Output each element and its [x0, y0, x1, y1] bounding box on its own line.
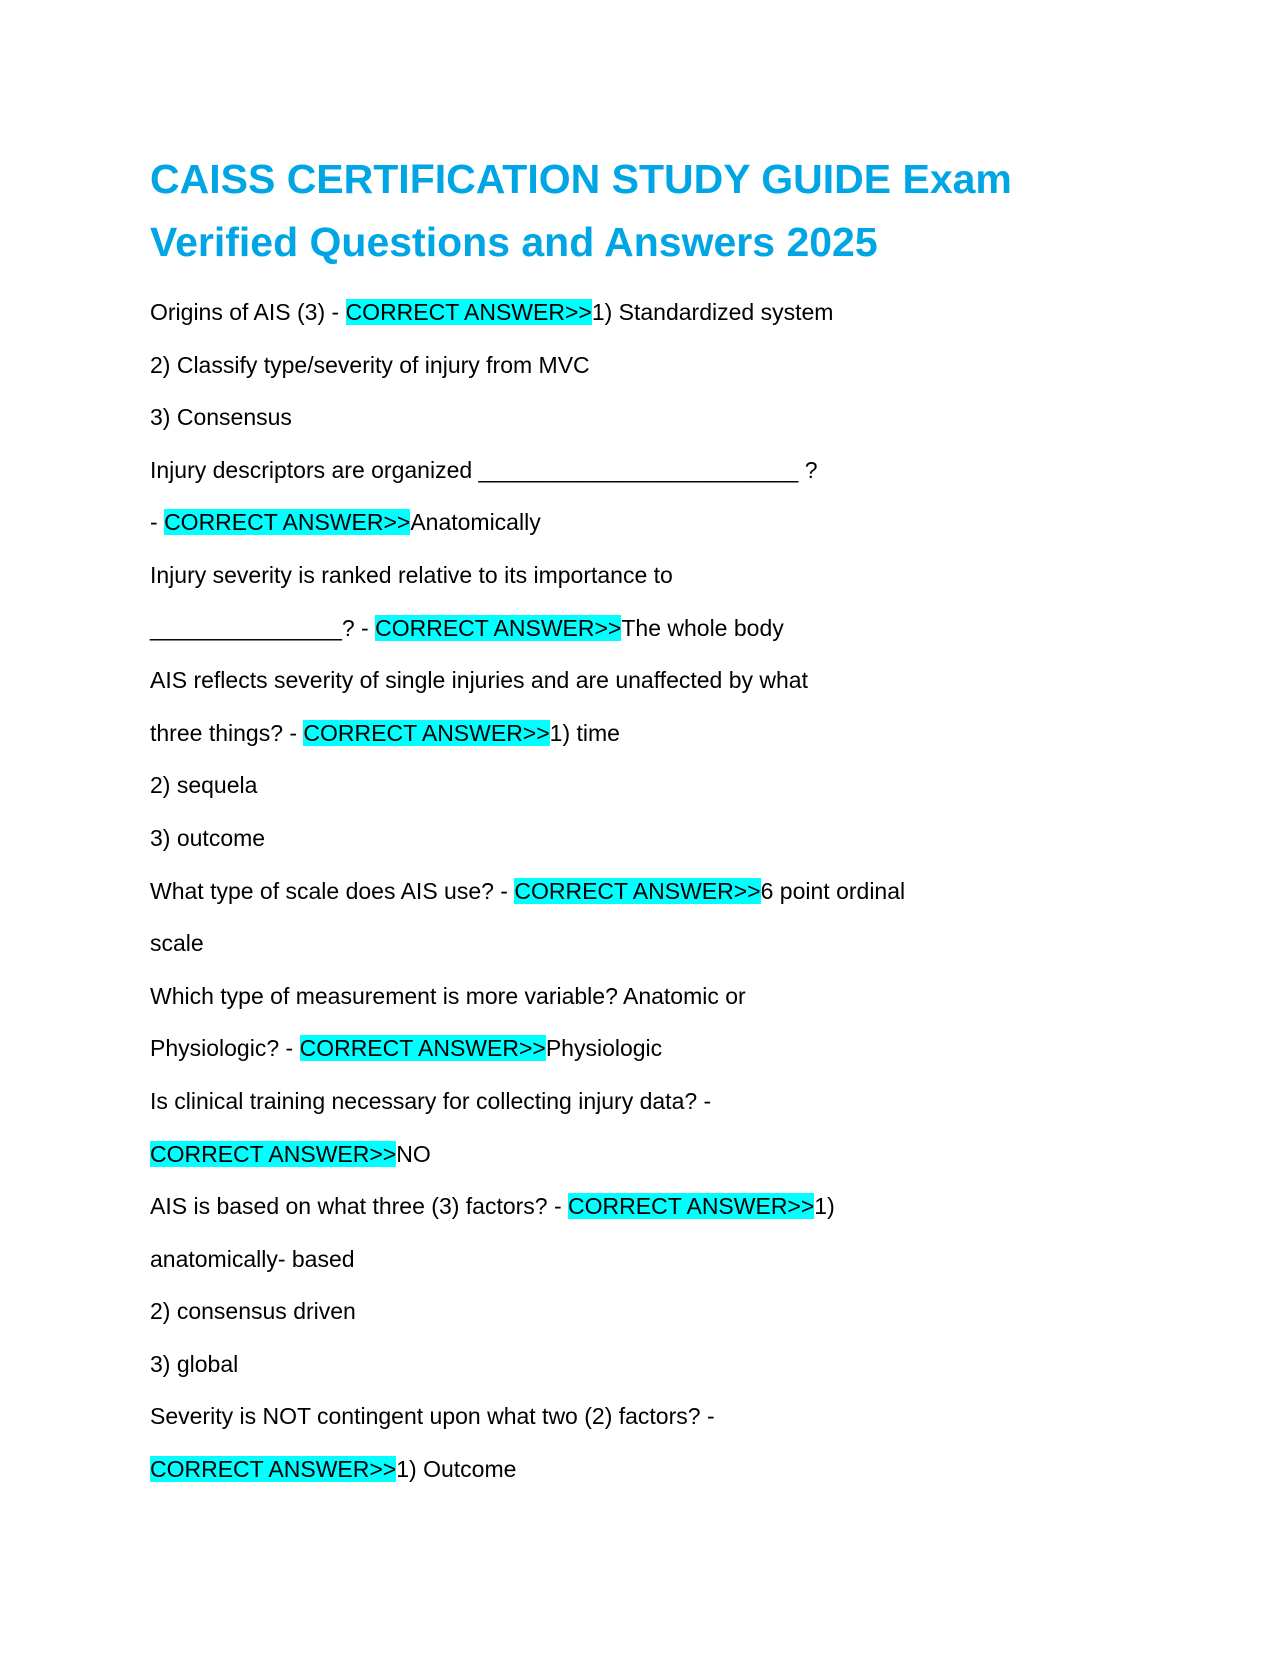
- text-line: [150, 917, 1150, 970]
- text-line: [150, 1128, 1150, 1181]
- text-line: [150, 496, 1150, 549]
- line-text: 2) consensus driven: [150, 1298, 356, 1325]
- answer-text: NO: [396, 1140, 431, 1167]
- text-line: [150, 602, 1150, 655]
- answer-text: 1) Outcome: [396, 1456, 517, 1483]
- line-text: three things? -: [150, 719, 304, 746]
- text-line: [150, 444, 1150, 497]
- line-text: 2) sequela: [150, 772, 258, 799]
- answer-text: The whole body: [621, 614, 784, 641]
- title-line-1: CAISS CERTIFICATION STUDY GUIDE Exam: [150, 156, 1012, 202]
- answer-highlight: CORRECT ANSWER>>: [303, 719, 550, 746]
- text-line: [150, 707, 1150, 760]
- line-text: AIS reflects severity of single injuries and are unaffected by what: [150, 667, 808, 694]
- answer-highlight: CORRECT ANSWER>>: [568, 1193, 815, 1220]
- line-text: Origins of AIS (3) -: [150, 299, 346, 325]
- text-line: [150, 1390, 1150, 1443]
- line-text: Severity is NOT contingent upon what two (2) factors? -: [150, 1403, 715, 1430]
- text-line: [150, 1022, 1150, 1075]
- line-text: Which type of measurement is more variable? Anatomic or: [150, 982, 746, 1009]
- text-line: [150, 1180, 1150, 1233]
- line-text: -: [150, 509, 165, 536]
- answer-highlight: CORRECT ANSWER>>: [150, 1140, 397, 1167]
- text-line: [150, 759, 1150, 812]
- answer-text: 1) Standardized system: [591, 299, 834, 325]
- text-line: [150, 970, 1150, 1023]
- line-text: AIS is based on what three (3) factors? -: [150, 1193, 569, 1220]
- answer-highlight: CORRECT ANSWER>>: [375, 614, 622, 641]
- text-line: [150, 812, 1150, 865]
- text-line: [150, 1338, 1150, 1391]
- answer-text: 1): [814, 1193, 835, 1220]
- line-text: Physiologic? -: [150, 1035, 300, 1062]
- answer-highlight: CORRECT ANSWER>>: [150, 1456, 397, 1483]
- text-line: [150, 286, 1150, 339]
- line-text: _______________? -: [150, 614, 376, 641]
- line-text: Is clinical training necessary for collecting injury data? -: [150, 1087, 712, 1114]
- answer-highlight: CORRECT ANSWER>>: [164, 509, 411, 536]
- text-line: [150, 654, 1150, 707]
- line-text: Injury severity is ranked relative to its importance to: [150, 561, 673, 588]
- line-text: scale: [150, 930, 204, 957]
- text-line: [150, 1443, 1150, 1496]
- answer-highlight: CORRECT ANSWER>>: [299, 1035, 546, 1062]
- answer-text: 6 point ordinal: [760, 877, 906, 904]
- line-text: anatomically- based: [150, 1245, 355, 1272]
- answer-text: Physiologic: [545, 1035, 663, 1062]
- text-line: [150, 1075, 1150, 1128]
- document-title: [150, 148, 1150, 274]
- line-text: Injury descriptors are organized _________________________ ?: [150, 456, 818, 483]
- answer-text: 1) time: [549, 719, 620, 746]
- line-text: 3) Consensus: [150, 404, 292, 431]
- answer-text: Anatomically: [410, 509, 541, 536]
- text-line: [150, 865, 1150, 918]
- answer-highlight: CORRECT ANSWER>>: [345, 299, 592, 325]
- text-line: [150, 549, 1150, 602]
- line-text: 3) global: [150, 1350, 239, 1377]
- document-body: [150, 286, 1150, 1496]
- answer-highlight: CORRECT ANSWER>>: [514, 877, 761, 904]
- text-line: [150, 339, 1150, 392]
- text-line: [150, 1233, 1150, 1286]
- text-line: [150, 391, 1150, 444]
- line-text: 2) Classify type/severity of injury from MVC: [150, 351, 590, 378]
- line-text: What type of scale does AIS use? -: [150, 877, 515, 904]
- line-text: 3) outcome: [150, 824, 266, 851]
- title-line-2: Verified Questions and Answers 2025: [150, 219, 878, 265]
- text-line: [150, 1285, 1150, 1338]
